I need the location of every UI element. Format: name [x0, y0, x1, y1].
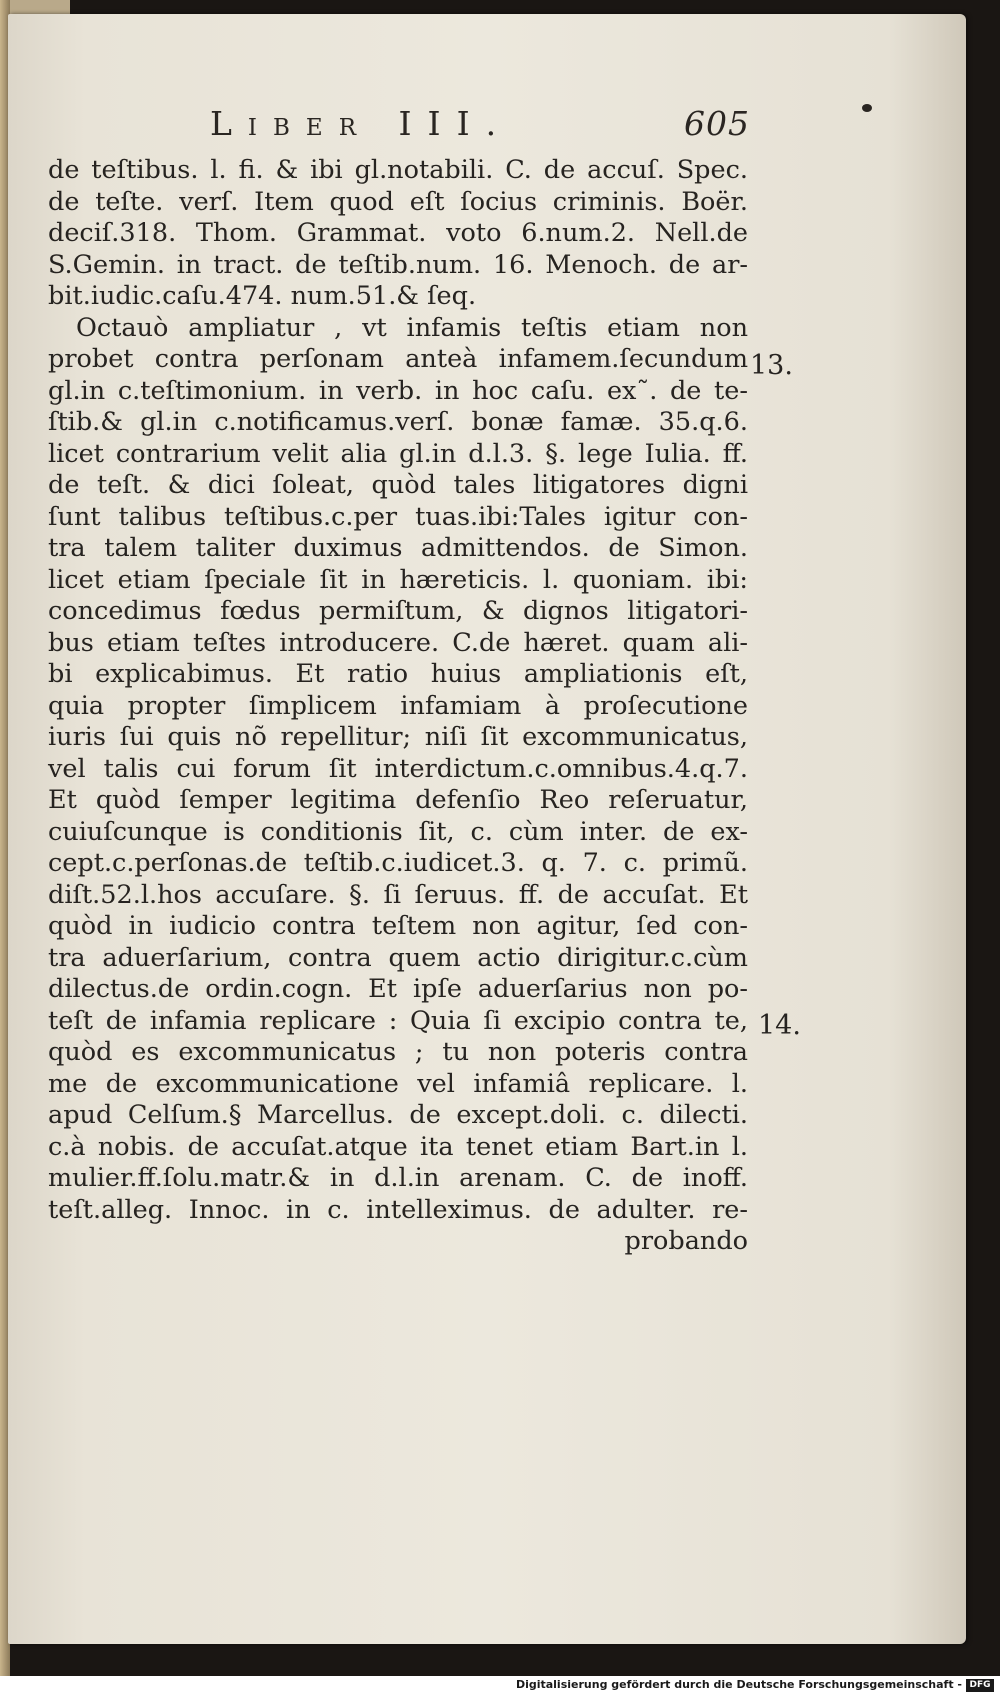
page-number: 605	[684, 104, 750, 143]
text-line: quòd es excommunicatus ; tu non poteris contra	[48, 1037, 748, 1067]
text-line: licet etiam ſpeciale ſit in hæreticis. l. quoniam. ibi:	[48, 564, 748, 595]
text-line: bit.iudic.caſu.474. num.51.& ſeq.	[48, 281, 477, 311]
text-line: de teſt. & dici ſoleat, quòd tales litigatores digni	[48, 470, 748, 500]
running-head-title: Liber III.	[210, 104, 513, 143]
ink-mark	[862, 104, 872, 112]
text-line: me de excommunicatione vel infamiâ replicare. l.	[48, 1068, 748, 1099]
body-text	[48, 155, 748, 1258]
text-line: de teſtibus. l. fi. & ibi gl.notabili. C. de accuſ. Spec.	[48, 155, 748, 185]
dfg-logo: DFG	[966, 1679, 994, 1692]
text-line: dilectus.de ordin.cogn. Et ipſe aduerſarius non po-	[48, 974, 748, 1004]
text-line: vel talis cui forum ſit interdictum.c.omnibus.4.q.7.	[48, 753, 748, 784]
text-line: ſtib.& gl.in c.notificamus.verſ. bonæ famæ. 35.q.6.	[48, 407, 748, 437]
text-line: licet contrarium velit alia gl.in d.l.3. §. lege Iulia. ff.	[48, 438, 748, 469]
text-line: probet contra perſonam anteà infamem.ſecundum	[48, 344, 748, 374]
text-line: c.à nobis. de accuſat.atque ita tenet etiam Bart.in l.	[48, 1131, 748, 1162]
text-line: cept.c.perſonas.de teſtib.c.iudicet.3. q. 7. c. primũ.	[48, 848, 748, 878]
text-line: bi explicabimus. Et ratio huius ampliationis eſt,	[48, 659, 748, 689]
text-line: iuris ſui quis nõ repellitur; niſi ſit excommunicatus,	[48, 722, 748, 752]
text-line: teſt de infamia replicare : Quia ſi excipio contra te,	[48, 1005, 748, 1036]
text-line: de teſte. verſ. Item quod eſt ſocius criminis. Boër.	[48, 186, 748, 217]
text-line: cuiuſcunque is conditionis ſit, c. cùm inter. de ex-	[48, 816, 748, 847]
text-line: quòd in iudicio contra teſtem non agitur, ſed con-	[48, 911, 748, 941]
text-line: quia propter ſimplicem infamiam à proſecutione	[48, 690, 748, 721]
margin-note-14: 14.	[758, 1010, 801, 1041]
text-line: concedimus fœdus permiſtum, & dignos litigatori-	[48, 596, 748, 626]
text-line: teſt.alleg. Innoc. in c. intelleximus. de adulter. re-	[48, 1194, 748, 1225]
text-line: Octauò ampliatur , vt infamis teſtis etiam non	[76, 312, 748, 343]
text-line: gl.in c.teſtimonium. in verb. in hoc caſu. ex˜. de te-	[48, 375, 748, 406]
text-line: tra talem taliter duximus admittendos. de Simon.	[48, 533, 748, 563]
text-line: ſunt talibus teſtibus.c.per tuas.ibi:Tales igitur con-	[48, 501, 748, 532]
text-line: S.Gemin. in tract. de teſtib.num. 16. Menoch. de ar-	[48, 249, 748, 280]
text-line: Et quòd ſemper legitima defenſio Reo reſeruatur,	[48, 785, 748, 815]
text-line: bus etiam teſtes introducere. C.de hæret. quam ali-	[48, 627, 748, 658]
text-line: diſt.52.l.hos accuſare. §. ſi ſeruus. ff. de accuſat. Et	[48, 879, 748, 910]
text-line: mulier.ff.ſolu.matr.& in d.l.in arenam. C. de inoff.	[48, 1163, 748, 1193]
running-head	[210, 104, 750, 152]
text-line: tra aduerſarium, contra quem actio dirigitur.c.cùm	[48, 942, 748, 973]
footer-credit: Digitalisierung gefördert durch die Deutsche Forschungsgemeinschaft -	[515, 1678, 962, 1691]
margin-note-13: 13.	[750, 350, 793, 381]
text-line: apud Celſum.§ Marcellus. de except.doli. c. dilecti.	[48, 1100, 748, 1130]
text-line: deciſ.318. Thom. Grammat. voto 6.num.2. Nell.de	[48, 218, 748, 248]
catchword: probando	[624, 1226, 748, 1256]
